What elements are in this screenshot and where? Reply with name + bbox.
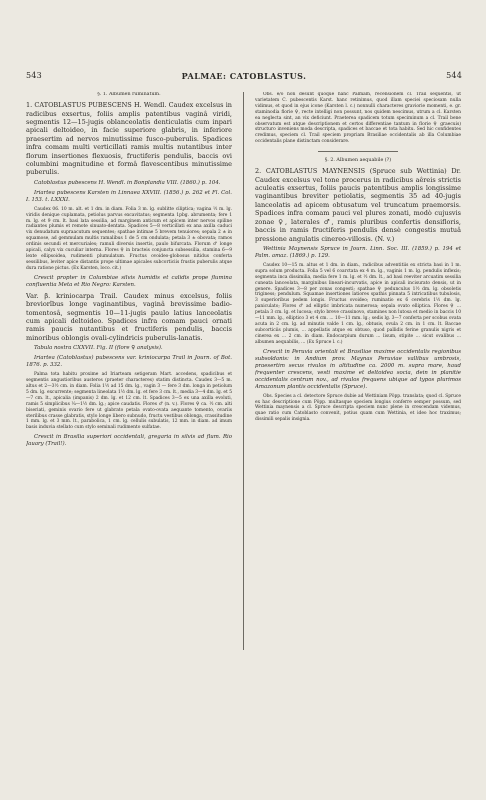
species-description: Caudex 10—15 m. altus et 1 dm. in diam., radicibus adventitiis ex stricta basi in 1 m. supra solum producta. Folia 5 vel 6 coarctata ex 4 m. lg., vaginis 1 m. lg. pendulis inflexis; segmenta inca dissimilia, media fere 1 m. lg. et ½ dm. lt., ad basi reeviter arcuatim sessilia cuneata lanceolata, marginibus lineari-incurvatis, apice in apicali incisurato densis, ut in genere. Spadices 3—8 per zonas congesti; spathae ♀ pedunculus 1½ dm. lg. obsoletis triginess; pendulum. Squamae insertiones latiores spathis pinnata 5 intricatibus tubulosis, 3 superioribus pedem longis. Fructus ovoideo; ruminatio ex 6 cerebris 1½ dm. lg. paniculato; Flores ♂ ad elliptic imbricata numerosa; sepala ovato elliptica. Flores ♀ ... petala 3 cm. lg. et lucosa; stylo breve crassinovo, stamines non lutosa et medio in baccis 10—11 mm. lg., elliptico 3 et 4 cm. ... 10—11 mm. lg.; sedis lg. 3—7 conferta per scobus ovata acuta in 2 cm. lg. ad minutis valde 1 cm. lg., obtusis, ovula 2 cm. in 1 cm. lt. Baccae subcorticiis plumis, ... appellatis atque ex obtuso, quod pallidis ferine granulis nigris et cinerea ex ... 2 cm. in diam. Endocarpium durum ... lisum, stipite ... sicut ovalibus ... albumen aequabilis, ... (Ex Spruce l. c.) bbox=[255, 262, 461, 345]
right-column bbox=[255, 92, 461, 650]
variety-synonym: Iriartea (Catoblastus) pubescens var. kriniocarpa Trail in Journ. of Bot. 1876. p. 332. bbox=[26, 355, 232, 369]
species-synonym: Catoblastus pubescens H. Wendl. in Bonplandia VIII. (1860.) p. 104. bbox=[34, 179, 221, 186]
page-number-right: 544 bbox=[446, 71, 462, 80]
running-title: PALMAE: CATOBLASTUS. bbox=[181, 71, 307, 81]
variety-plate-reference: Tabula nostra CXXVII. Fig. II (flore ♀ analysis). bbox=[34, 345, 163, 352]
running-header bbox=[26, 70, 462, 82]
species-synonym-secondary: Iriartea pubescens Karsten in Linnaea XXVIII. (1856.) p. 262 et Fl. Col. I. 153. t. LXXXI. bbox=[26, 189, 232, 203]
column-divider bbox=[243, 92, 244, 650]
variety-habitat: Crescit in Brasilia superiori occidentali, gregaria in silvis ad flum. Rio Jauary (Trail!). bbox=[26, 434, 232, 448]
species-heading-catoblastus-pubescens: 1. CATOBLASTUS PUBESCENS H. Wendl. Caudex excelsus in radicibus exsertus, foliis amplis patentibus vaginâ viridi, segmentis 12—15-jugis oblanceolatis denticulatis cum inpari apicali deltoideo, in facie superiore glabris, in inferiore praesertim ad nervos minutissime fusco-puberulis. Spadices infra comam multi verticillati ramis multis nutantibus inter florum insertiones flexuosis, fructiferis pendulis, baccis ovi columbini magnitudine et formâ flavescentibus minutissime puberulis. bbox=[26, 101, 232, 177]
variety-description: Palma tota habitu proxime ad Iriarteam setigeram Mart. accedens, spadicibus et segmentis angustioribus austeros (praeter characteres) statim distincta. Caudex 3—5 m. altus et 2—3½ cm. in diam. Folia 1½ ad 15 dm. lg., vagin 3 — fere 3 dm. longa in petiolum 5 dm. lg. excurrente; segmenta lineolata 1½ dm. lg. et fere 3 cm. lt., media 3—4 dm. lg. et 5—7 cm. lt., apicalia (impanis) 2 dm. lg. et 12 cm. lt. Spadices 3—5 ex una axilla evoluti, ramis 5 simplicibus ¼—1½ dm. lg.; apice caudatis. Flores ♂ (n. v.). Flores ♀ ca. ½ cm. alti biseriati, geminis ovario fere ut glabrato petala ovato-ovata aequante tomento, ovariis sterilibus crasse glabratis, stylo longe libero subnudo, fructu vestibus oblonga, crassitudine 1 mm. lg. et 3 mm. lt., parabolica, 1 cm. lg. cellulis subulatis, 12 mm. in diam. ad imum basis induvia stellato cum stylo seminali rudimento sulfatae. bbox=[26, 372, 232, 431]
left-column bbox=[26, 92, 232, 650]
species-synonym: Wettinia Maynensis Spruce in Journ. Linn. Soc. III. (1859.) p. 194 et Palm. amaz. (1869.) p. 129. bbox=[255, 245, 461, 259]
species-habitat: Crescit propter in Columbiae silvis humidis et calidis prope flumina confluentia Meta et Rio Negro: Karsten. bbox=[26, 274, 232, 288]
section-heading-albumen-ruminatum: §. 1. Albumen ruminatum. bbox=[97, 92, 161, 97]
section-heading-albumen-aequabile: §. 2. Albumen aequabile (?) bbox=[324, 158, 392, 164]
page-number-left: 543 bbox=[26, 71, 42, 80]
observation-paragraph-final: Obs. Species a cl. detectore Spruce dubie ad Wettiniam Pöpp. translata; quod cl. Spruce ex hac descriptione cum Pöpp. multasque speciem longius conferre semper possum, sed Wettinia maynensis a cl. Spruce descripta speciem nunc plene in crescendam videmus, quae ratio cum Catoblasto convenit, potius quam cum Wettinia, et ideo hoc traximus; dissimili sepalis insignia. bbox=[255, 393, 461, 423]
species-description: Caudex 06. 10 m. alt. et 1 dm. in diam. Folia 3 m. lg. sublitte ciliptica; vagina ½ m. lg. viridis denique cuplamata, petiolus parvus excavitatus; segmenta 1pbg. abrumenta; fere 1 m. lg. et 9 cm. lt. basi lata sessilia, ad marginem anticum et apicem inter nervos spiline radiantes plumis et remote sinuato-dentata. Spadices 5—8 verticillati ex ana axilla caduci vix denudatum supraacutum sequentes; spathae intimae 5 brevem tenuiores; sepala 2 ± in squamose, ad gemmulam multis ramalibus 1 de 5 cm ondulata; petala 3 ± obovata; ramos ordinis secundi et mercuriales; ramuli diversis insertis, paulo bifurcata. Florum ♂ longe apicali, calyx vix cuculiar interna. Flores ♀ in bracteis conjuncta subsessilia, stamina 6—9 lexte ellipsoidea, rudimenti plumulatum. Fructus ovoideo-globosus nitidus conferta sessilibus, leviter apice distantis prope ultimae apicales subcorticiis frustis puberulis atque dura ratione pictus. (Ex Karsten, loco. cit.) bbox=[26, 206, 232, 271]
species-heading-catoblastus-maynensis: 2. CATOBLASTUS MAYNENSIS (Spruce sub Wettinia) Dr. Caudex excelsus vel tone procerus in radicibus aêreis strictis aculeatis exsertus, foliis paucis patentibus amplis longissime vaginantibus breviter petiolatis, segmentis 35 ad 40-jugis lanceolatis ad apicem obtusatum vel truncatum praemorsis. Spadices infra comam pauci vel plures zonati, modò cujusvis zonae ♀, laterales ♂, ramis pluribus confertis densifloris, baccis in ramis fructiferis pendulis densè congestis mutuâ pressione angulatis cinereo-villosis. (N. v.) bbox=[255, 167, 461, 243]
section-rule bbox=[318, 151, 398, 152]
variety-heading-kriniocarpa: Var. β. kriniocarpa Trail. Caudex minus excelsus, foliis breviorîbus longe vaginantibus, vaginâ brevissime badio-tomentosâ, segmentis 10—11-jugis paulo latius lanceolatis cum apicali deltoideo. Spadices infra comam pauci ornati ramis paucis nutantibus et fructiferis pendulis, baccis minoribus oblongis ovali-cylindricis puberulis-lanatis. bbox=[26, 291, 232, 342]
species-habitat: Crescit in Peruvia orientali et Brasiliae maxime occidentalis regionibus subsoldanis: in Andium prov. Maynas Peruviae vallibus umbrosis, praesertim secus rivulos in altitudine ca. 2000 m. supra mare, haud frequenter crescens, vesti maxime et deltoidea socia, dein in planitie occidentalis centrum nov., ad rivulos frequens ubique ad typos plurimos Amazonum plantis occidentalis (Spruce). bbox=[255, 348, 461, 390]
observation-paragraph: Obs. e/o non desunt quoque hanc Palmam, recensionem cl. Trail sequentis, ut varietatem C. pubescentis Karst. hanc retinimus, quod illam speciei speciosam nulla vidimus, et quod in ejus icone (Karsten l. c.) nonnulli characteres graviorie momenti, e. gr. staminodia florie ♀, recte intelligi non possunt, nos quidem nescimus, utrum a cl. Karsten ea neglecta sint, an vix deficiunt. Praeterea spadicem totum speciminum a cl. Trail bene observatum est atque descriptionem et certos differentiae tantum in florie ♀ graecuis) structuro inveniens moda descripta, spadices et baccae et tota habitu. Sed hic confidentes credimus, speciem cl. Trail speciem propriam Brasiliae occidentalis ab illa Columbiae occidentalis plane distinctam considerare. bbox=[255, 92, 461, 145]
